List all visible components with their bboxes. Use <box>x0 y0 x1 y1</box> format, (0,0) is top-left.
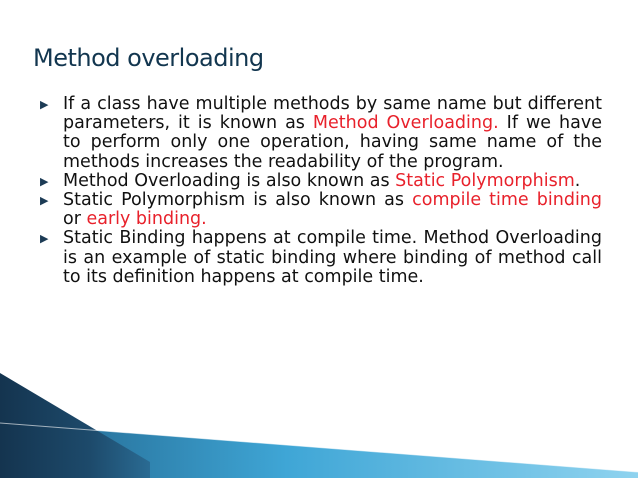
bullet-arrow-icon: ▶ <box>40 194 49 208</box>
bullet-3-text-a: Static Polymorphism is also known as <box>63 190 413 211</box>
bullet-1-text-a: If a class have multiple methods by same name but different parameters, it is known as <box>63 94 602 134</box>
decorative-bottom-band <box>0 368 638 478</box>
bullet-2-text-a: Method Overloading is also known as <box>63 170 396 191</box>
bullet-1-highlight: Method Overloading. <box>312 113 499 134</box>
bullet-arrow-icon: ▶ <box>40 98 49 111</box>
bullet-item-1 <box>40 95 602 172</box>
bullet-list <box>40 95 602 287</box>
bullet-item-3 <box>40 191 602 229</box>
bullet-1-text-b: If we have to perform only one operation, having same name of the methods increases the readability of the program. <box>63 113 602 172</box>
bullet-4-text-a: Static Binding happens at compile time. Method Overloading is an example of static binding where binding of method call to its definition happens at compile time. <box>63 228 602 287</box>
bullet-3-highlight-b: early binding. <box>86 209 207 230</box>
bullet-arrow-icon: ▶ <box>40 174 49 188</box>
bullet-2-text-b: . <box>574 170 581 191</box>
bullet-item-2 <box>40 172 602 191</box>
bullet-arrow-icon: ▶ <box>40 232 49 246</box>
bullet-3-highlight-a: compile time binding <box>412 190 603 211</box>
bullet-3-text-b: or <box>63 209 87 230</box>
decor-dark-wedge <box>0 373 150 478</box>
slide-title: Method overloading <box>33 44 264 72</box>
bullet-2-highlight: Static Polymorphism <box>395 170 575 191</box>
bullet-item-4 <box>40 229 602 287</box>
